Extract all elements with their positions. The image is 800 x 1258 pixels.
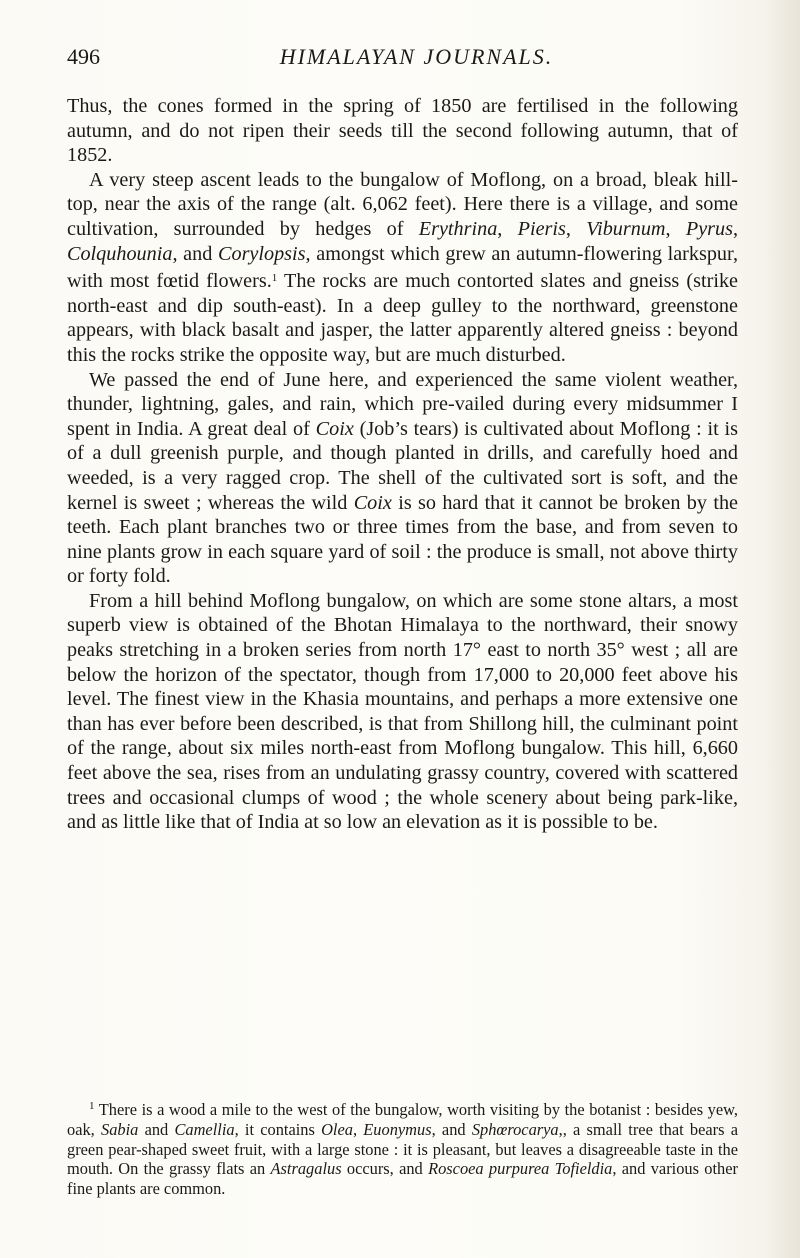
text-run: (Job’s tears) is cultivated about Moflong : it is of a dull greenish purple, and though planted in drills, and carefully hoed and weeded, is a very ragged crop. The shell of the cultivated sort is soft, and the kernel is sweet ; whereas the wild [67, 417, 739, 514]
italic-term: Camellia [174, 1119, 235, 1139]
italic-term: Colquhounia [67, 242, 173, 265]
italic-term: Erythrina [418, 217, 498, 240]
italic-term: Olea [321, 1119, 353, 1139]
footnote-marker: 1 [89, 1100, 95, 1112]
text-run: We passed the end of June here, and experienced the same violent weather, thunder, lightning, gales, and rain, which pre-vailed during every midsummer I spent in India. A great deal of [67, 368, 738, 440]
main-text [67, 94, 738, 835]
italic-term: Astragalus [270, 1159, 342, 1179]
italic-term: Tofieldia [554, 1159, 613, 1179]
italic-term: Coix [315, 417, 354, 440]
text-run: , it contains [234, 1119, 322, 1139]
text-run: A very steep ascent leads to the bungalow of Moflong, on a broad, bleak hill-top, near the axis of the range (alt. 6,062 feet). Here there is a village, and some cultivation, surrounded by hedges of [67, 168, 738, 240]
text-run: From a hill behind Moflong bungalow, on which are some stone altars, a most superb view is obtained of the Bhotan Himalaya to the northward, their snowy peaks stretching in a broken series from north 17° east to north 35° west ; all are below the horizon of the spectator, though from 17,000 to 20,000 feet above his level. The finest view in the Khasia mountains, and perhaps a more extensive one than has ever before been described, is that from Shillong hill, the culminant point of the range, about six miles north-east from Moflong bungalow. This hill, 6,660 feet above the sea, rises from an undulating grassy country, covered with scattered trees and occasional clumps of wood ; the whole scenery about being park-like, and as little like that of India at so low an elevation as it is possible to be. [67, 589, 738, 834]
paragraph [67, 589, 738, 835]
paragraph [67, 368, 738, 589]
text-run: Thus, the cones formed in the spring of 1850 are fertilised in the following autumn, and do not ripen their seeds till the second following autumn, that of 1852. [67, 95, 738, 167]
text-run: and [138, 1119, 175, 1139]
text-run: , [352, 1119, 364, 1139]
text-run: , amongst which grew an autumn-flowering larkspur, with most fœtid flowers. [67, 242, 738, 293]
italic-term: Coix [353, 491, 392, 514]
text-run: , and various other fine plants are common. [67, 1159, 738, 1199]
text-run: , [732, 217, 739, 240]
footnote-block [67, 1097, 738, 1199]
italic-term: Pieris [517, 217, 566, 240]
italic-term: Sphœrocarya [471, 1119, 559, 1139]
italic-term: Roscoea purpurea [428, 1159, 550, 1179]
italic-term: Pyrus [685, 217, 733, 240]
text-run: The rocks are much contorted slates and gneiss (strike north-east and dip south-east). In a deep gulley to the northward, greenstone appears, with black basalt and jasper, the latter apparently altered gneiss : beyond this the rocks strike the opposite way, but are much disturbed. [67, 270, 738, 366]
footnote [67, 1097, 738, 1199]
italic-term: Viburnum [586, 217, 666, 240]
text-run: There is a wood a mile to the west of the bungalow, worth visiting by the botanist : besides yew, oak, [67, 1100, 738, 1139]
italic-term: Corylopsis [218, 242, 306, 265]
italic-term: Sabia [101, 1119, 139, 1139]
footnote-reference: 1 [271, 272, 278, 285]
footnote-text [67, 1100, 738, 1198]
page-number: 496 [67, 44, 100, 69]
text-run: ,, a small tree that bears a green pear-shaped sweet fruit, with a large stone : it is pleasant, but leaves a disagreeable taste in the mouth. On the grassy flats an [67, 1119, 738, 1179]
italic-term: Euonymus [363, 1119, 432, 1139]
text-run: , [665, 217, 686, 240]
text-run: , and [172, 242, 219, 265]
text-run: occurs, and [341, 1159, 429, 1179]
running-head: HIMALAYAN JOURNALS. [279, 44, 554, 69]
paragraph [67, 94, 738, 168]
text-run: , [497, 217, 518, 240]
text-run: , and [431, 1119, 472, 1139]
text-run: is so hard that it cannot be broken by the teeth. Each plant branches two or three times from the base, and from seven to nine plants grow in each square yard of soil : the produce is small, not above thirty or forty fold. [67, 491, 739, 588]
page-header [67, 44, 736, 74]
text-run: , [565, 217, 587, 240]
page-edge-shadow [766, 0, 800, 1258]
paragraph [67, 168, 738, 368]
